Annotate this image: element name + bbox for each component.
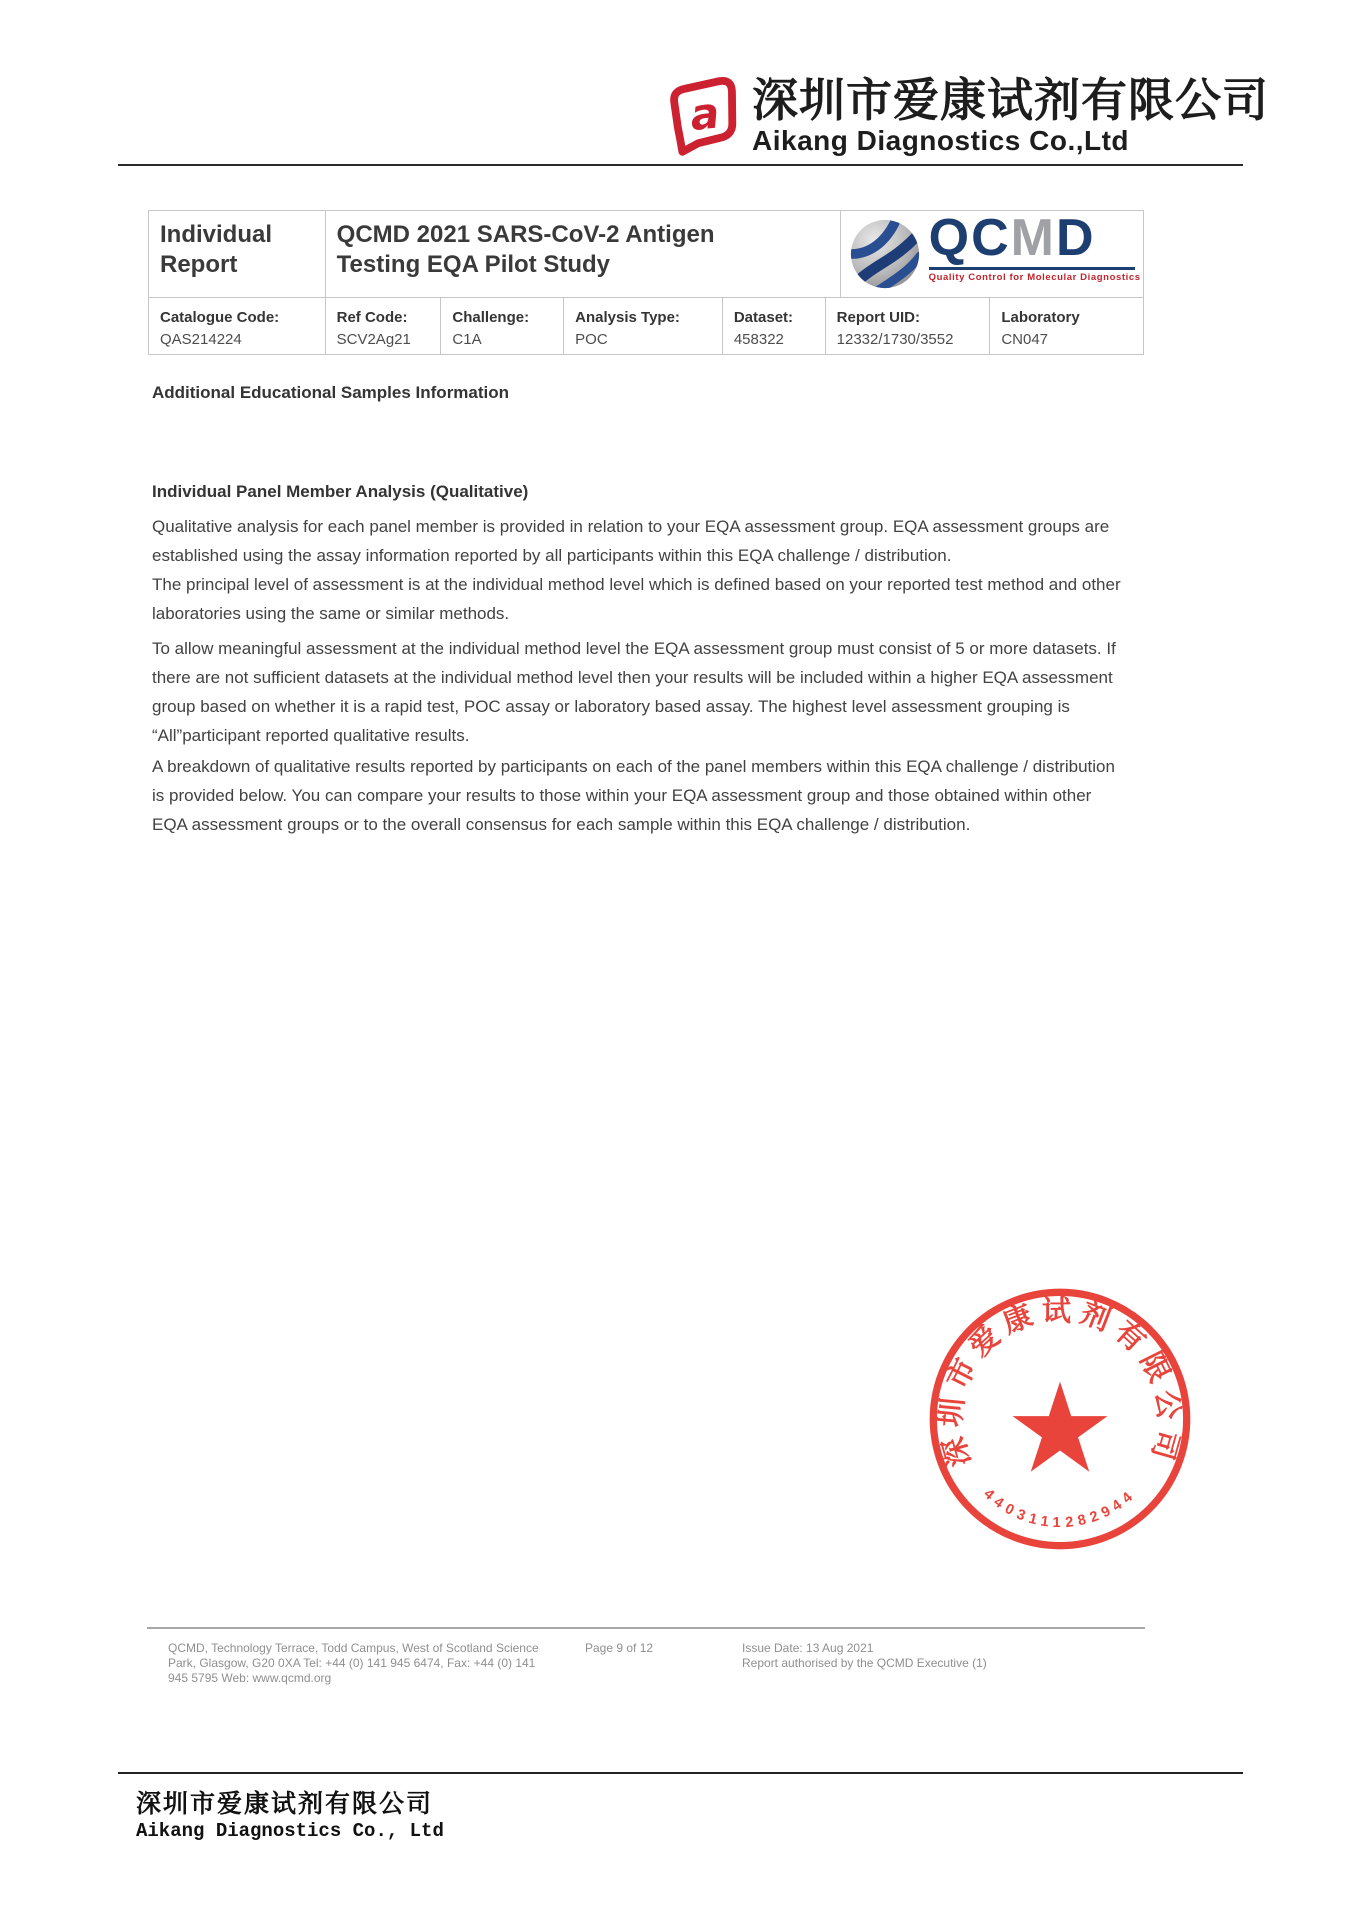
svg-text:a: a <box>687 88 722 142</box>
footer-authorised-by: Report authorised by the QCMD Executive (1) <box>742 1656 987 1670</box>
qcmd-logo-cell <box>841 211 1143 297</box>
company-name-en: Aikang Diagnostics Co.,Ltd <box>752 124 1130 156</box>
qcmd-letter-m: M <box>1010 211 1056 267</box>
company-seal-stamp <box>925 1284 1195 1554</box>
field-challenge: Challenge: C1A <box>441 298 564 354</box>
stamp-serial-number: 4403111282944 <box>980 1486 1140 1532</box>
report-table-fields-row <box>149 297 1143 354</box>
company-logo-header <box>666 76 1269 160</box>
qcmd-underline <box>929 267 1135 270</box>
study-title-cell <box>326 211 841 297</box>
qcmd-letter-d: D <box>1055 211 1096 267</box>
field-ref-code: Ref Code: SCV2Ag21 <box>326 298 442 354</box>
footer-divider <box>147 1627 1145 1629</box>
report-type-cell: Individual Report <box>149 211 326 297</box>
paragraph-breakdown-results: A breakdown of qualitative results reported by participants on each of the panel members within this EQA challenge / distribution is provided below. You can compare your results to those within your EQA assessment group and those obtained within other EQA assessment groups or to the overall consensus for each sample within this EQA challenge / distribution. <box>152 757 1115 834</box>
footer-page-number: Page 9 of 12 <box>585 1641 654 1655</box>
header-divider <box>118 164 1243 166</box>
paragraph-qualitative-analysis: Qualitative analysis for each panel member is provided in relation to your EQA assessment group. EQA assessment groups are established using the assay information reported by all participants within this EQA challenge / distribution. The principal level of assessment is at the individual method level which is defined based on your reported test method and other laboratories using the same or similar methods. <box>152 517 1121 623</box>
stamp-star-icon <box>1013 1382 1108 1472</box>
field-report-uid: Report UID: 12332/1730/3552 <box>826 298 991 354</box>
bottom-divider <box>118 1772 1243 1774</box>
heading-additional-educational-samples: Additional Educational Samples Information <box>152 383 510 402</box>
qcmd-wordmark <box>929 211 1139 283</box>
stamp-arc-text: 深圳市爱康试剂有限公司 <box>935 1295 1185 1470</box>
study-title-line1: QCMD 2021 SARS-CoV-2 Antigen <box>336 221 715 248</box>
qcmd-letter-q: Q <box>928 211 972 267</box>
bottom-company-name-zh: 深圳市爱康试剂有限公司 <box>136 1790 434 1818</box>
field-catalogue-code: Catalogue Code: QAS214224 <box>149 298 326 354</box>
heading-individual-panel-member-analysis: Individual Panel Member Analysis (Qualitative) <box>152 482 529 501</box>
footer-issue-date: Issue Date: 13 Aug 2021 <box>742 1641 874 1655</box>
qcmd-text <box>929 211 1139 266</box>
field-dataset: Dataset: 458322 <box>723 298 826 354</box>
report-table-header-row <box>149 211 1143 297</box>
company-name-zh: 深圳市爱康试剂有限公司 <box>752 74 1269 126</box>
paragraph-meaningful-assessment: To allow meaningful assessment at the individual method level the EQA assessment group must consist of 5 or more datasets. If there are not sufficient datasets at the individual method level then your results will be included within a higher EQA assessment group based on whether it is a rapid test, POC assay or laboratory based assay. The highest level assessment grouping is “All”participant reported qualitative results. <box>152 639 1116 745</box>
qcmd-letter-c: C <box>971 211 1011 267</box>
study-title-line2: Testing EQA Pilot Study <box>336 251 611 278</box>
field-analysis-type: Analysis Type: POC <box>564 298 723 354</box>
qcmd-tagline: Quality Control for Molecular Diagnostics <box>928 271 1141 283</box>
qcmd-globe-icon <box>848 217 922 291</box>
bottom-company-name-en: Aikang Diagnostics Co., Ltd <box>136 1820 444 1842</box>
footer-issue-info <box>742 1641 1142 1671</box>
report-info-table <box>148 210 1144 355</box>
field-laboratory: Laboratory CN047 <box>1001 309 1080 348</box>
footer-qcmd-address: QCMD, Technology Terrace, Todd Campus, West of Scotland Science Park, Glasgow, G20 0XA Tel: +44 (0) 141 945 6474, Fax: +44 (0) 141 945 5795 Web: www.qcmd.org <box>168 1641 539 1685</box>
aikang-logo-icon <box>666 76 744 160</box>
